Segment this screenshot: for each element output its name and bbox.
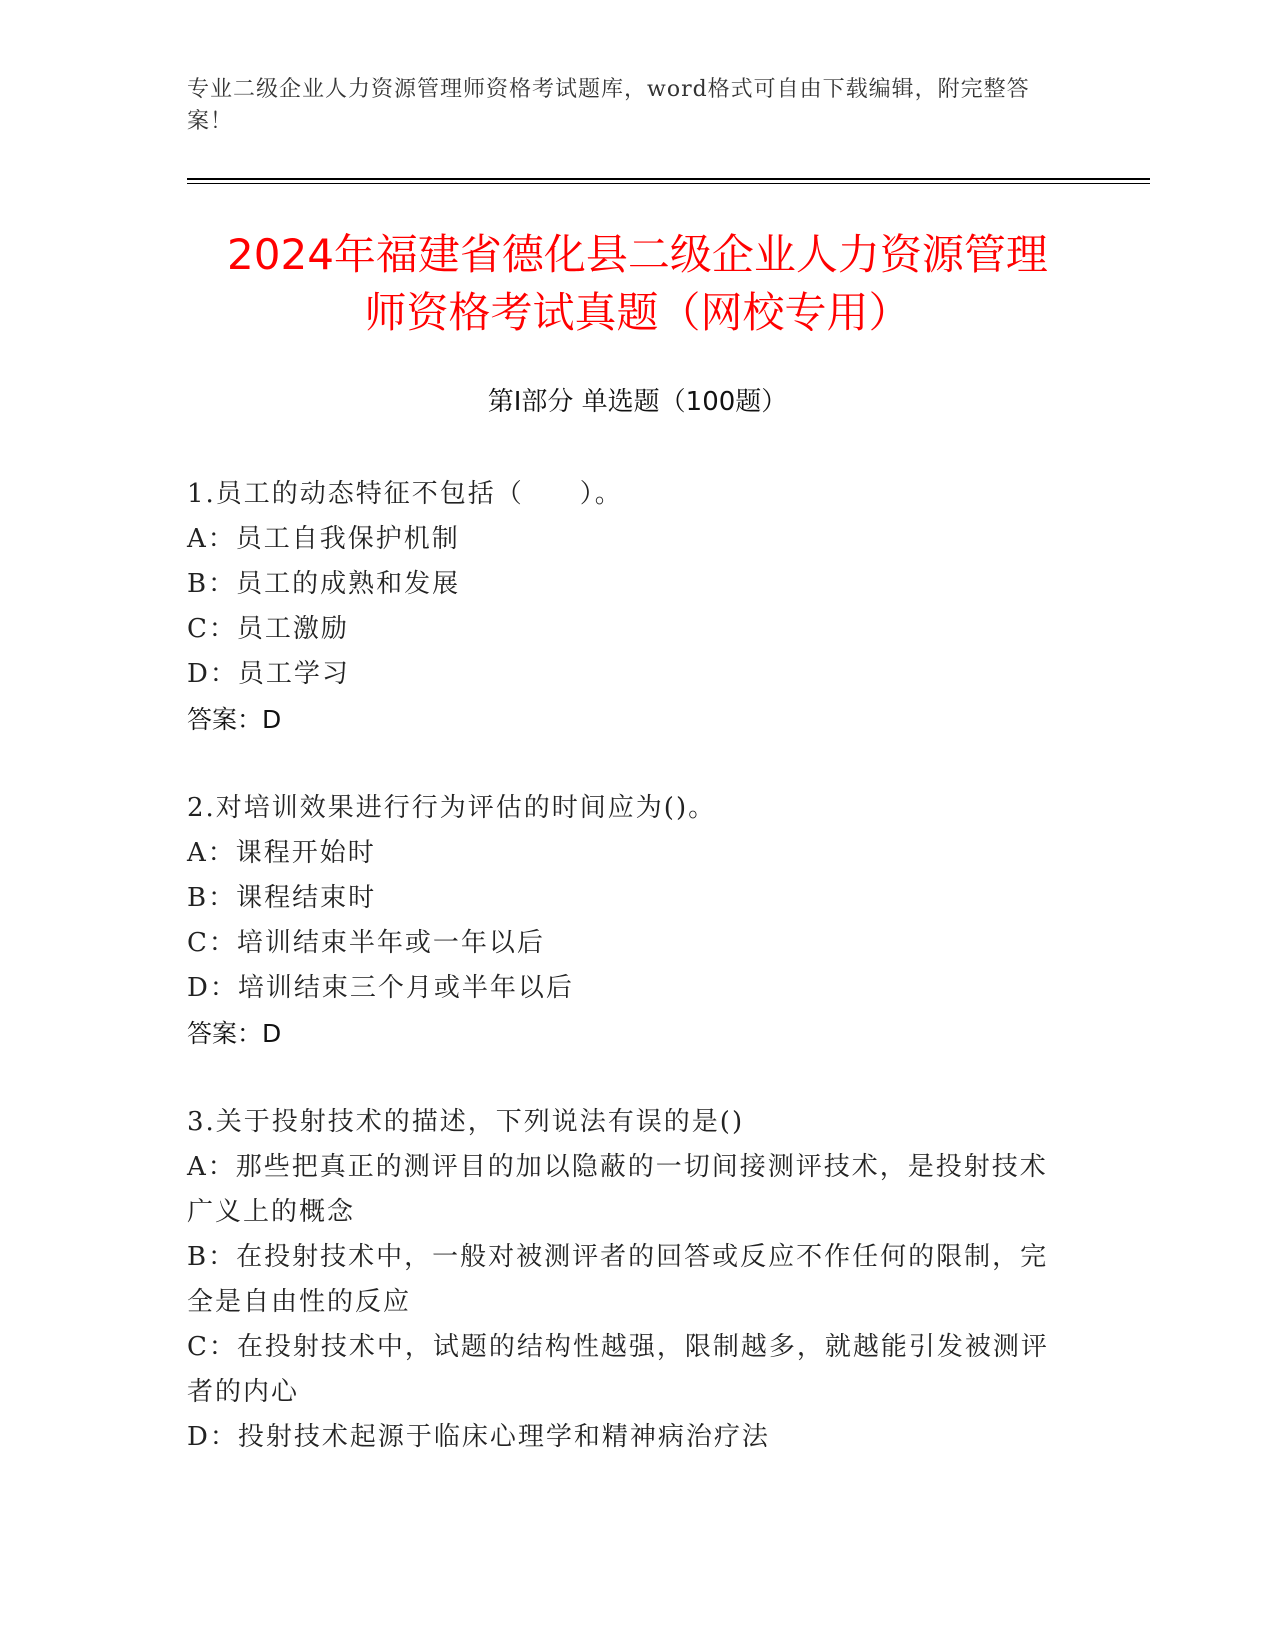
option-a: A：那些把真正的测评目的加以隐蔽的一切间接测评技术，是投射技术广义上的概念 bbox=[187, 1152, 1048, 1227]
option-b: B：在投射技术中，一般对被测评者的回答或反应不作任何的限制，完全是自由性的反应 bbox=[187, 1242, 1049, 1317]
question-3 bbox=[187, 1100, 1067, 1460]
question-stem: 1.员工的动态特征不包括（ ）。 bbox=[187, 479, 623, 509]
option-c: C：员工激励 bbox=[187, 614, 349, 644]
option-d: D：员工学习 bbox=[187, 659, 350, 689]
document-title bbox=[150, 226, 1125, 342]
option-d: D：培训结束三个月或半年以后 bbox=[187, 973, 574, 1003]
header-rule-thick bbox=[187, 178, 1150, 180]
header-rule-thin bbox=[187, 183, 1150, 184]
option-d: D：投射技术起源于临床心理学和精神病治疗法 bbox=[187, 1422, 770, 1452]
question-stem: 2.对培训效果进行行为评估的时间应为()。 bbox=[187, 793, 717, 823]
answer-label: 答案：D bbox=[187, 1019, 282, 1048]
option-c: C：在投射技术中，试题的结构性越强，限制越多，就越能引发被测评者的内心 bbox=[187, 1332, 1049, 1407]
header-note: 专业二级企业人力资源管理师资格考试题库，word格式可自由下载编辑，附完整答案！ bbox=[187, 77, 1030, 134]
section-heading: 第Ⅰ部分 单选题（100题） bbox=[487, 387, 788, 417]
option-b: B：员工的成熟和发展 bbox=[187, 569, 461, 599]
question-stem: 3.关于投射技术的描述，下列说法有误的是() bbox=[187, 1107, 745, 1137]
question-1 bbox=[187, 472, 1067, 742]
option-c: C：培训结束半年或一年以后 bbox=[187, 928, 545, 958]
answer-label: 答案：D bbox=[187, 705, 282, 734]
option-a: A：课程开始时 bbox=[187, 838, 376, 868]
option-b: B：课程结束时 bbox=[187, 883, 377, 913]
title-line-1: 2024年福建省德化县二级企业人力资源管理 bbox=[227, 230, 1048, 279]
question-2 bbox=[187, 786, 1067, 1056]
title-line-2: 师资格考试真题（网校专用） bbox=[364, 288, 911, 337]
option-a: A：员工自我保护机制 bbox=[187, 524, 460, 554]
question-list bbox=[187, 472, 1067, 1504]
